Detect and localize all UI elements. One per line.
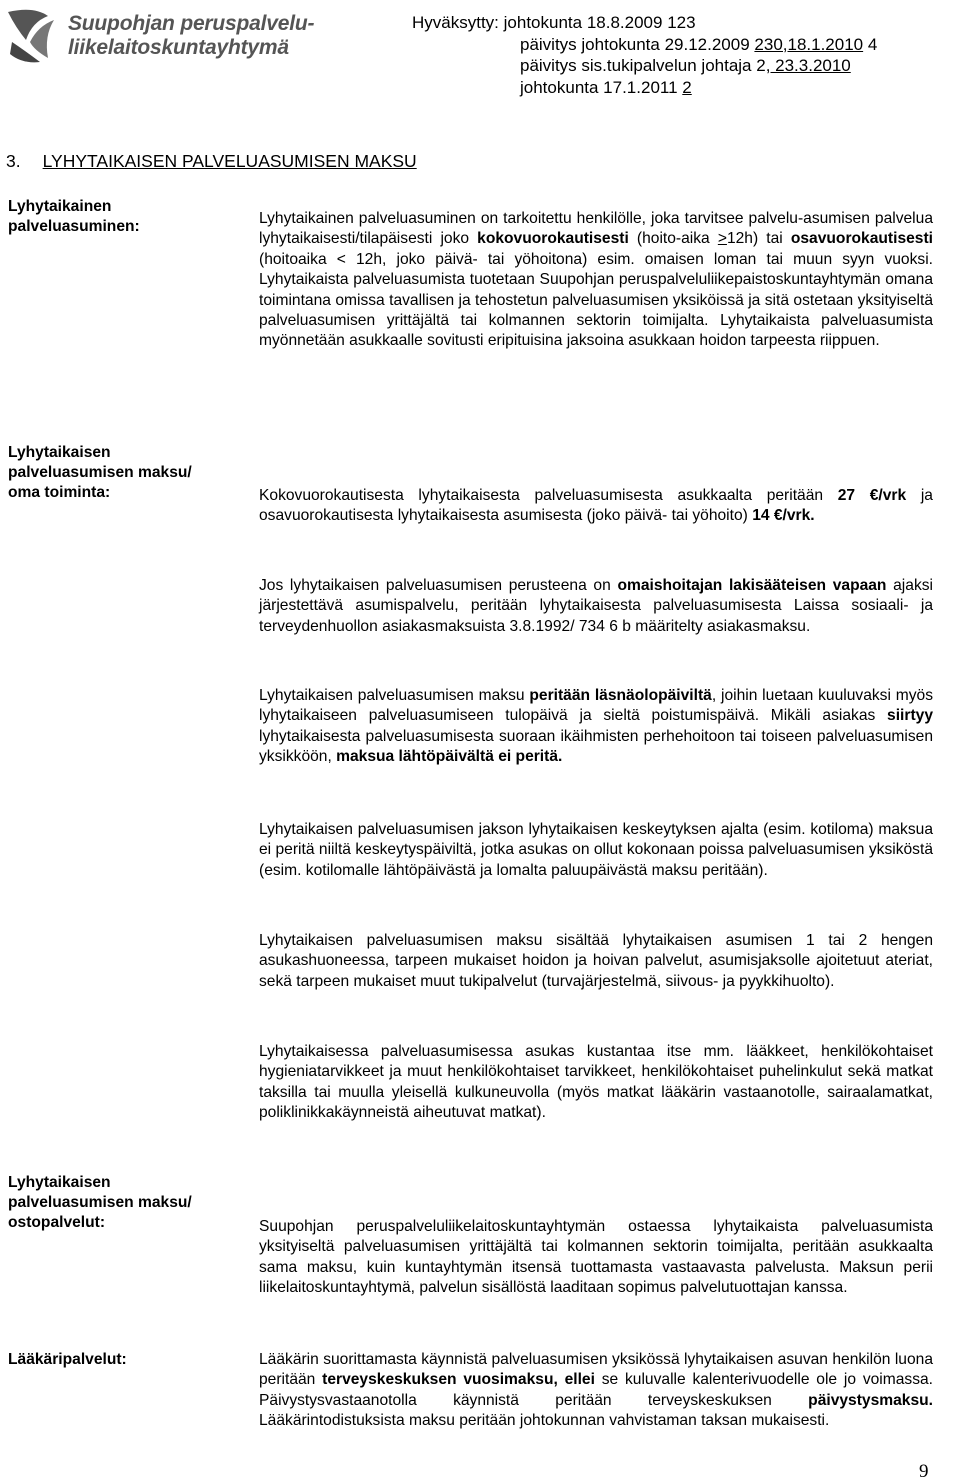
text-run: (hoito-aika	[628, 230, 718, 248]
text-run: Lääkärintodistuksista maksu peritään johtokunnan vahvistaman taksan mukaisesti.	[259, 1412, 830, 1430]
bold-run: 27 €/vrk	[837, 487, 907, 504]
side-heading-short-term-housing	[8, 197, 140, 237]
text-run: (hoitoaika < 12h, joko päivä- tai yöhoitona) esim. omaisen loman tai muun syyn vuoksi. Lyhytaikaista palveluasumista tuotetaan Suupohjan peruspalveluliikepaistoskuntayhtymän omana toimintana omissa tavallisen ja tehostetun palveluasumisen yksiköissä ja sitä ostetaan yksityiseltä palveluasumisen yrittäjältä tai kolmannen sektorin toimijalta. Lyhytaikaista palveluasumista myönnetään asukkaalle sovitusti eripituisina jaksoina asukkaan hoidon tarpeesta riippuen.	[259, 250, 933, 350]
text-run: Lyhytaikainen palveluasuminen on tarkoitettu henkilölle, joka tarvitsee palvelu-asumisen palvelua lyhytaikaisesti/tilapäisesti joko	[259, 210, 933, 248]
paragraph-included-services: Lyhytaikaisen palveluasumisen maksu sisältää lyhytaikaisen asumisen 1 tai 2 hengen asukashuoneessa, tarpeen mukaiset hoidon ja hoivan palvelut, asumisjaksolle ajoitetuut ateriat, sekä tarpeen mukaiset muut tukipalvelut (turvajärjestelmä, siivous- ja pyykkihuolto).	[259, 932, 933, 990]
approval-update: päivitys sis.tukipalvelun johtaja 2	[520, 56, 766, 75]
paragraph-own-costs: Lyhytaikaisessa palveluasumisessa asukas kustantaa itse mm. lääkkeet, henkilökohtaiset hygieniatarvikkeet ja muut henkilökohtaiset tarvikkeet, henkilökohtaiset puhelinkulut sekä matkat taksilla tai muulla yleisellä kulkuneuvolla (myös matkat lääkärin vastaanotolle, sairaalamatkat, poliklinikkakäynneistä aiheutuvat matkat).	[259, 1043, 933, 1122]
bold-run: 14 €/vrk.	[752, 507, 815, 525]
text-run: se kuluvalle kalenterivuodelle ole jo voimassa. Päivystysvastaanotolla käynnistä peritään terveyskeskuksen	[259, 1371, 934, 1409]
text-run: Lyhytaikaisen palveluasumisen maksu	[259, 687, 530, 704]
approval-section: 2	[682, 77, 692, 97]
side-heading-doctor-services	[8, 1350, 127, 1370]
text-run: Kokovuorokautisesta lyhytaikaisesta palveluasumisesta asukkaalta peritään	[259, 487, 838, 504]
side-heading-line: ostopalvelut:	[8, 1214, 106, 1231]
approval-update: johtokunta 17.1.2011	[520, 77, 678, 97]
side-heading-line: Lyhytaikainen	[8, 198, 112, 215]
organization-logo	[4, 4, 334, 68]
side-heading-purchased-services	[8, 1173, 192, 1233]
bold-run: kokovuorokautisesti	[477, 230, 629, 248]
approval-sections: 230,18.1.2010	[754, 34, 864, 54]
side-heading-line: Lääkäripalvelut:	[8, 1351, 127, 1368]
side-heading-line: palveluasumisen maksu/	[8, 464, 192, 481]
text-run: , joihin luetaan kuuluvaksi myös lyhytaikaiseen palveluasumiseen tulopäivä ja sieltä poistumispäivä. Mikäli asiakas	[259, 687, 933, 725]
text-run: lyhytaikaisesta palveluasumisesta suoraan ikäihmisten perhehoitoon tai toiseen palveluasumisen yksikköön,	[259, 727, 933, 766]
text-run: ja osavuorokautisesta lyhytaikaisesta asumisesta (joko päivä- tai yöhoito)	[259, 487, 933, 525]
bold-run: omaishoitajan lakisääteisen vapaan	[617, 577, 887, 594]
section-heading: LYHYTAIKAISEN PALVELUASUMISEN MAKSU	[42, 151, 417, 171]
logo-text-line2: liikelaitoskuntayhtymä	[68, 36, 289, 59]
side-heading-own-service-fee	[8, 443, 192, 503]
paragraph-caregiver	[259, 576, 933, 637]
section-number: 3.	[6, 151, 21, 171]
side-heading-line: palveluasuminen:	[8, 218, 140, 235]
approval-date: , 23.3.2010	[765, 56, 851, 75]
side-heading-line: oma toiminta:	[8, 484, 111, 501]
text-run: Lääkärin suorittamasta käynnistä palveluasumisen yksikössä lyhytaikaisen asuvan henkilön luona peritään	[259, 1351, 933, 1389]
logo-text-line1: Suupohjan peruspalvelu-	[68, 12, 315, 35]
approval-line	[412, 77, 877, 99]
page-number: 9	[919, 1461, 929, 1482]
side-heading-line: Lyhytaikaisen	[8, 444, 111, 461]
bold-run: päivystysmaksu.	[808, 1391, 933, 1409]
approval-line	[412, 34, 877, 56]
section-title	[6, 151, 417, 172]
approval-line	[412, 12, 877, 34]
text-run: ajaksi järjestettävä asumispalvelu, peritään lyhytaikaisesta palveluasumisesta Laissa sosiaali- ja terveydenhuollon asiakasmaksuista 3.8.1992/ 734	[259, 577, 934, 635]
bold-run: osavuorokautisesti	[790, 230, 933, 248]
text-run: >	[717, 230, 727, 248]
bold-run: peritään läsnäolopäiviltä	[529, 687, 712, 704]
paragraph-doctor	[259, 1350, 933, 1432]
paragraph-purchased: Suupohjan peruspalveluliikelaitoskuntayhtymän ostaessa lyhytaikaista palveluasumista yksityiseltä palveluasumisen yrittäjältä tai kolmannen sektorin toimijalta, peritään asukkaalta sama maksu, kuin kuntayhtymän itsensä tuottamasta vastaavasta palvelusta. Maksun perii liikelaitoskuntayhtymä, palvelun sisällöstä laaditaan sopimus palvelutuottajan kanssa.	[259, 1218, 933, 1297]
bold-run: terveyskeskuksen vuosimaksu, ellei	[322, 1371, 595, 1389]
paragraph-attendance	[259, 686, 933, 768]
approval-info	[412, 12, 877, 98]
approval-section: 123	[667, 13, 696, 32]
logo-mark-icon	[4, 6, 62, 66]
bold-run: siirtyy	[887, 707, 933, 725]
bold-run: maksua lähtöpäivältä ei peritä.	[336, 748, 563, 766]
side-heading-line: palveluasumisen maksu/	[8, 1194, 192, 1211]
approval-label: Hyväksytty:	[412, 13, 499, 32]
paragraph-fee	[259, 486, 933, 527]
approval-section: 4	[867, 34, 878, 54]
side-heading-line: Lyhytaikaisen	[8, 1174, 111, 1191]
approval-line	[412, 55, 877, 77]
approval-date: johtokunta 18.8.2009	[503, 13, 663, 32]
approval-update: päivitys johtokunta 29.12.2009	[520, 34, 750, 54]
paragraph-interruption: Lyhytaikaisen palveluasumisen jakson lyhytaikaisen keskeytyksen ajalta (esim. kotiloma) maksua ei peritä niiltä keskeytyspäiviltä, jotka asukas on ollut kokonaan poissa palveluasumisen yksiköstä (esim. kotilomalle lähtöpäivästä ja lomalta paluupäivästä maksu peritään).	[259, 821, 933, 879]
text-run: 6 b määritelty asiakasmaksu.	[609, 617, 811, 635]
paragraph-description	[259, 209, 933, 352]
text-run: Jos lyhytaikaisen palveluasumisen perusteena on	[259, 577, 618, 594]
text-run: 12h) tai	[726, 230, 791, 248]
